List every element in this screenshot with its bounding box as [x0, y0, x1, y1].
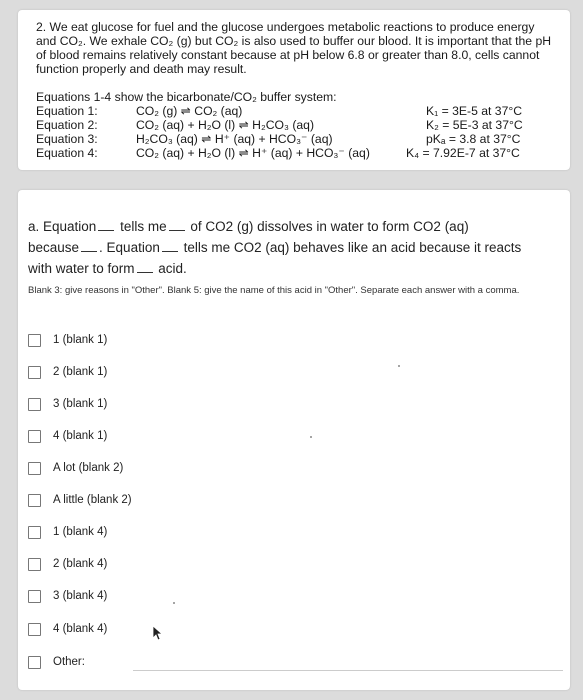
equations-title: Equations 1-4 show the bicarbonate/CO₂ buffer system: — [36, 90, 337, 104]
checkbox[interactable] — [28, 558, 41, 571]
option-a-lot-blank-2[interactable] — [28, 459, 123, 477]
prompt-line-1 — [28, 216, 568, 237]
prompt-text: . Equation — [99, 240, 160, 255]
blank-1 — [98, 218, 114, 231]
checkbox[interactable] — [28, 334, 41, 347]
checkbox[interactable] — [28, 526, 41, 539]
option-other[interactable] — [28, 653, 85, 671]
option-label: 1 (blank 1) — [53, 334, 108, 346]
equation-expression: H₂CO₃ (aq) ⇌ H⁺ (aq) + HCO₃⁻ (aq) — [136, 132, 333, 146]
answer-card — [18, 190, 570, 690]
question-card — [18, 10, 570, 170]
equation-row — [36, 146, 566, 160]
equation-row — [36, 132, 566, 146]
prompt-line-2 — [28, 237, 568, 258]
option-1-blank-1[interactable] — [28, 331, 107, 349]
option-label: A lot (blank 2) — [53, 462, 124, 474]
prompt-text: because — [28, 240, 80, 255]
prompt-text: a. Equation — [28, 219, 97, 234]
option-label: 3 (blank 1) — [53, 398, 108, 410]
screen-speck — [398, 365, 400, 367]
equation-constant: K₄ = 7.92E-7 at 37°C — [406, 146, 520, 160]
option-a-little-blank-2[interactable] — [28, 491, 132, 509]
option-label: 2 (blank 1) — [53, 366, 108, 378]
option-label: 4 (blank 4) — [53, 623, 108, 635]
question-intro: 2. We eat glucose for fuel and the glucose undergoes metabolic reactions to produce energy and CO₂. We exhale CO₂ (g) but CO₂ is also used to buffer our blood. It is important that the pH of blood remains relatively constant because at pH below 6.8 or greater than 8.0, cells cannot function properly and death may result. — [36, 20, 552, 76]
option-label: Other: — [53, 656, 85, 668]
equation-constant: K₂ = 5E-3 at 37°C — [426, 118, 523, 132]
option-label: 4 (blank 1) — [53, 430, 108, 442]
checkbox[interactable] — [28, 398, 41, 411]
prompt-text: with water to form — [28, 261, 135, 276]
prompt-line-3 — [28, 258, 568, 279]
option-label: A little (blank 2) — [53, 494, 132, 506]
option-2-blank-1[interactable] — [28, 363, 107, 381]
part-a-prompt — [28, 216, 568, 279]
equation-row — [36, 118, 566, 132]
checkbox[interactable] — [28, 494, 41, 507]
equation-expression: CO₂ (aq) + H₂O (l) ⇌ H₂CO₃ (aq) — [136, 118, 315, 132]
option-1-blank-4[interactable] — [28, 523, 107, 541]
option-3-blank-1[interactable] — [28, 395, 107, 413]
checkbox[interactable] — [28, 623, 41, 636]
equation-expression: CO₂ (g) ⇌ CO₂ (aq) — [136, 104, 243, 118]
equation-expression: CO₂ (aq) + H₂O (l) ⇌ H⁺ (aq) + HCO₃⁻ (aq) — [136, 146, 370, 160]
option-label: 1 (blank 4) — [53, 526, 108, 538]
prompt-text: tells me CO2 (aq) behaves like an acid because it reacts — [183, 240, 522, 255]
option-label: 3 (blank 4) — [53, 590, 108, 602]
blank-5 — [137, 260, 153, 273]
equation-label: Equation 1: — [36, 104, 98, 118]
option-2-blank-4[interactable] — [28, 555, 107, 573]
equation-row — [36, 104, 566, 118]
option-label: 2 (blank 4) — [53, 558, 108, 570]
checkbox[interactable] — [28, 590, 41, 603]
blank-2 — [169, 218, 185, 231]
checkbox[interactable] — [28, 656, 41, 669]
blank-4 — [162, 239, 178, 252]
prompt-text: acid. — [158, 261, 187, 276]
equation-label: Equation 4: — [36, 146, 98, 160]
checkbox[interactable] — [28, 430, 41, 443]
option-4-blank-1[interactable] — [28, 427, 107, 445]
checkbox[interactable] — [28, 462, 41, 475]
instructions: Blank 3: give reasons in "Other". Blank 5: give the name of this acid in "Other". Separate each answer with a comma. — [28, 285, 520, 296]
equation-label: Equation 3: — [36, 132, 98, 146]
checkbox[interactable] — [28, 366, 41, 379]
equation-label: Equation 2: — [36, 118, 98, 132]
equation-constant: pKₐ = 3.8 at 37°C — [426, 132, 521, 146]
option-3-blank-4[interactable] — [28, 587, 107, 605]
blank-3 — [81, 239, 97, 252]
mouse-pointer-icon — [151, 625, 165, 641]
other-text-input[interactable] — [133, 670, 563, 671]
prompt-text: of CO2 (g) dissolves in water to form CO2 (aq) — [190, 219, 469, 234]
screen-speck — [310, 436, 312, 438]
equation-constant: K₁ = 3E-5 at 37°C — [426, 104, 523, 118]
screen-speck — [173, 602, 175, 604]
prompt-text: tells me — [120, 219, 167, 234]
option-4-blank-4[interactable] — [28, 620, 107, 638]
